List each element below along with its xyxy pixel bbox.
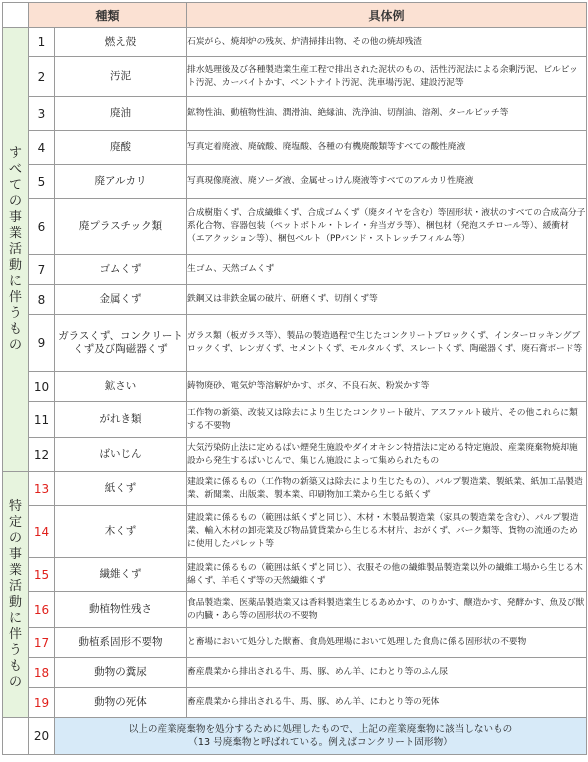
- waste-example: 写真定着廃液、廃硫酸、廃塩酸、各種の有機廃酸類等すべての酸性廃液: [187, 131, 587, 165]
- table-header-row: [3, 3, 587, 28]
- waste-example: ガラス類（板ガラス等）、製品の製造過程で生じたコンクリートブロックくず、インターロッキングブロックくず、レンガくず、セメントくず、モルタルくず、スレートくず、陶磁器くず、廃石膏ボード等: [187, 315, 587, 372]
- row-number: 7: [29, 255, 55, 285]
- table-row: [3, 165, 587, 199]
- waste-type: ゴムくず: [55, 255, 187, 285]
- waste-example: 鉄鋼又は非鉄金属の破片、研磨くず、切削くず等: [187, 285, 587, 315]
- table-row: [3, 658, 587, 688]
- row20-blank-cell: [3, 718, 29, 755]
- row20-description: [55, 718, 587, 755]
- waste-type: 木くず: [55, 506, 187, 558]
- waste-example: 生ゴム、天然ゴムくず: [187, 255, 587, 285]
- row-number: 15: [29, 558, 55, 592]
- table-row: [3, 472, 587, 506]
- table-row: [3, 131, 587, 165]
- row-number: 10: [29, 372, 55, 402]
- row-number: 6: [29, 199, 55, 255]
- table-row: [3, 57, 587, 97]
- group-all-business: [3, 28, 29, 472]
- table-row: [3, 199, 587, 255]
- row-number: 18: [29, 658, 55, 688]
- waste-type: 動植系固形不要物: [55, 628, 187, 658]
- waste-example: 畜産農業から排出される牛、馬、豚、めん羊、にわとり等の死体: [187, 688, 587, 718]
- group-specific-business: [3, 472, 29, 718]
- waste-type: 燃え殻: [55, 28, 187, 57]
- waste-type: 紙くず: [55, 472, 187, 506]
- row-number: 19: [29, 688, 55, 718]
- table-row: [3, 315, 587, 372]
- row-number: 8: [29, 285, 55, 315]
- row20-line2: （13 号廃棄物と呼ばれている。例えばコンクリート固形物）: [188, 737, 453, 748]
- table-row: [3, 438, 587, 472]
- waste-type: がれき類: [55, 402, 187, 438]
- group-specific-business-label: 特定の事業活動に伴うもの: [8, 498, 22, 690]
- waste-example: 石炭がら、焼却炉の残灰、炉清掃排出物、その他の焼却残渣: [187, 28, 587, 57]
- industrial-waste-table: [2, 2, 587, 755]
- table-row: [3, 718, 587, 755]
- group-all-business-label: すべての事業活動に伴うもの: [8, 145, 22, 353]
- waste-example: 排水処理後及び各種製造業生産工程で排出された泥状のもの、活性汚泥法による余剰汚泥、ビルピット汚泥、カーバイトかす、ベントナイト汚泥、洗車場汚泥、建設汚泥等: [187, 57, 587, 97]
- waste-type: 廃プラスチック類: [55, 199, 187, 255]
- row-number: 5: [29, 165, 55, 199]
- row-number: 2: [29, 57, 55, 97]
- header-example: 具体例: [187, 3, 587, 28]
- waste-type: 動物の糞尿: [55, 658, 187, 688]
- waste-example: 建設業に係るもの（工作物の新築又は除去により生じたもの）、パルプ製造業、製紙業、紙加工品製造業、新聞業、出版業、製本業、印刷物加工業から生じる紙くず: [187, 472, 587, 506]
- table-row: [3, 688, 587, 718]
- row-number: 4: [29, 131, 55, 165]
- waste-example: と畜場において処分した獣畜、食鳥処理場において処理した食鳥に係る固形状の不要物: [187, 628, 587, 658]
- row-number: 14: [29, 506, 55, 558]
- waste-example: 大気汚染防止法に定めるばい煙発生施設やダイオキシン特措法に定める特定施設、産業廃棄物焼却施設から発生するばいじんで、集じん施設によって集められたもの: [187, 438, 587, 472]
- waste-example: 鋳物廃砂、電気炉等溶解炉かす、ボタ、不良石灰、粉炭かす等: [187, 372, 587, 402]
- waste-example: 建設業に係るもの（範囲は紙くずと同じ）、木材・木製品製造業（家具の製造業を含む）、パルプ製造業、輸入木材の卸売業及び物品賃貸業から生じる木材片、おがくず、バーク類等、貨物の流通のために使用したパレット等: [187, 506, 587, 558]
- table-row: [3, 97, 587, 131]
- row-number: 13: [29, 472, 55, 506]
- waste-example: 写真現像廃液、廃ソーダ液、金属せっけん廃液等すべてのアルカリ性廃液: [187, 165, 587, 199]
- waste-type: 動物の死体: [55, 688, 187, 718]
- header-corner-cell: [3, 3, 29, 28]
- row-number: 11: [29, 402, 55, 438]
- waste-type: 汚泥: [55, 57, 187, 97]
- waste-type: ガラスくず、コンクリートくず及び陶磁器くず: [55, 315, 187, 372]
- row-number: 1: [29, 28, 55, 57]
- waste-example: 鉱物性油、動植物性油、潤滑油、絶縁油、洗浄油、切削油、溶剤、タールピッチ等: [187, 97, 587, 131]
- waste-type: 廃アルカリ: [55, 165, 187, 199]
- table-row: [3, 558, 587, 592]
- table-row: [3, 628, 587, 658]
- waste-type: 繊維くず: [55, 558, 187, 592]
- table-row: [3, 285, 587, 315]
- header-type: 種類: [29, 3, 187, 28]
- waste-example: 食品製造業、医薬品製造業又は香料製造業生じるあめかす、のりかす、醸造かす、発酵かす、魚及び獣の内臓・あら等の固形状の不要物: [187, 592, 587, 628]
- table-row: [3, 592, 587, 628]
- waste-type: 金属くず: [55, 285, 187, 315]
- row-number: 20: [29, 718, 55, 755]
- waste-example: 工作物の新築、改装又は除去により生じたコンクリート破片、アスファルト破片、その他これらに類する不要物: [187, 402, 587, 438]
- row-number: 16: [29, 592, 55, 628]
- table-row: [3, 372, 587, 402]
- waste-type: 廃油: [55, 97, 187, 131]
- table-row: [3, 402, 587, 438]
- row-number: 9: [29, 315, 55, 372]
- waste-type: 廃酸: [55, 131, 187, 165]
- row20-line1: 以上の産業廃棄物を処分するために処理したもので、上記の産業廃棄物に該当しないもの: [128, 724, 513, 735]
- table-row: [3, 28, 587, 57]
- table-row: [3, 255, 587, 285]
- row-number: 17: [29, 628, 55, 658]
- waste-example: 畜産農業から排出される牛、馬、豚、めん羊、にわとり等のふん尿: [187, 658, 587, 688]
- waste-type: ばいじん: [55, 438, 187, 472]
- row-number: 3: [29, 97, 55, 131]
- waste-example: 合成樹脂くず、合成繊維くず、合成ゴムくず（廃タイヤを含む）等固形状・液状のすべての合成高分子系化合物、容器包装（ペットボトル・トレイ・弁当ガラ等）、梱包材（発泡スチロール等）、緩衝材（エアクッション等）、梱包ベルト（PPバンド・ストレッチフィルム等）: [187, 199, 587, 255]
- table-row: [3, 506, 587, 558]
- row-number: 12: [29, 438, 55, 472]
- waste-type: 動植物性残さ: [55, 592, 187, 628]
- waste-type: 鉱さい: [55, 372, 187, 402]
- waste-example: 建設業に係るもの（範囲は紙くずと同じ）、衣服その他の繊維製品製造業以外の繊維工場から生じる木綿くず、羊毛くず等の天然繊維くず: [187, 558, 587, 592]
